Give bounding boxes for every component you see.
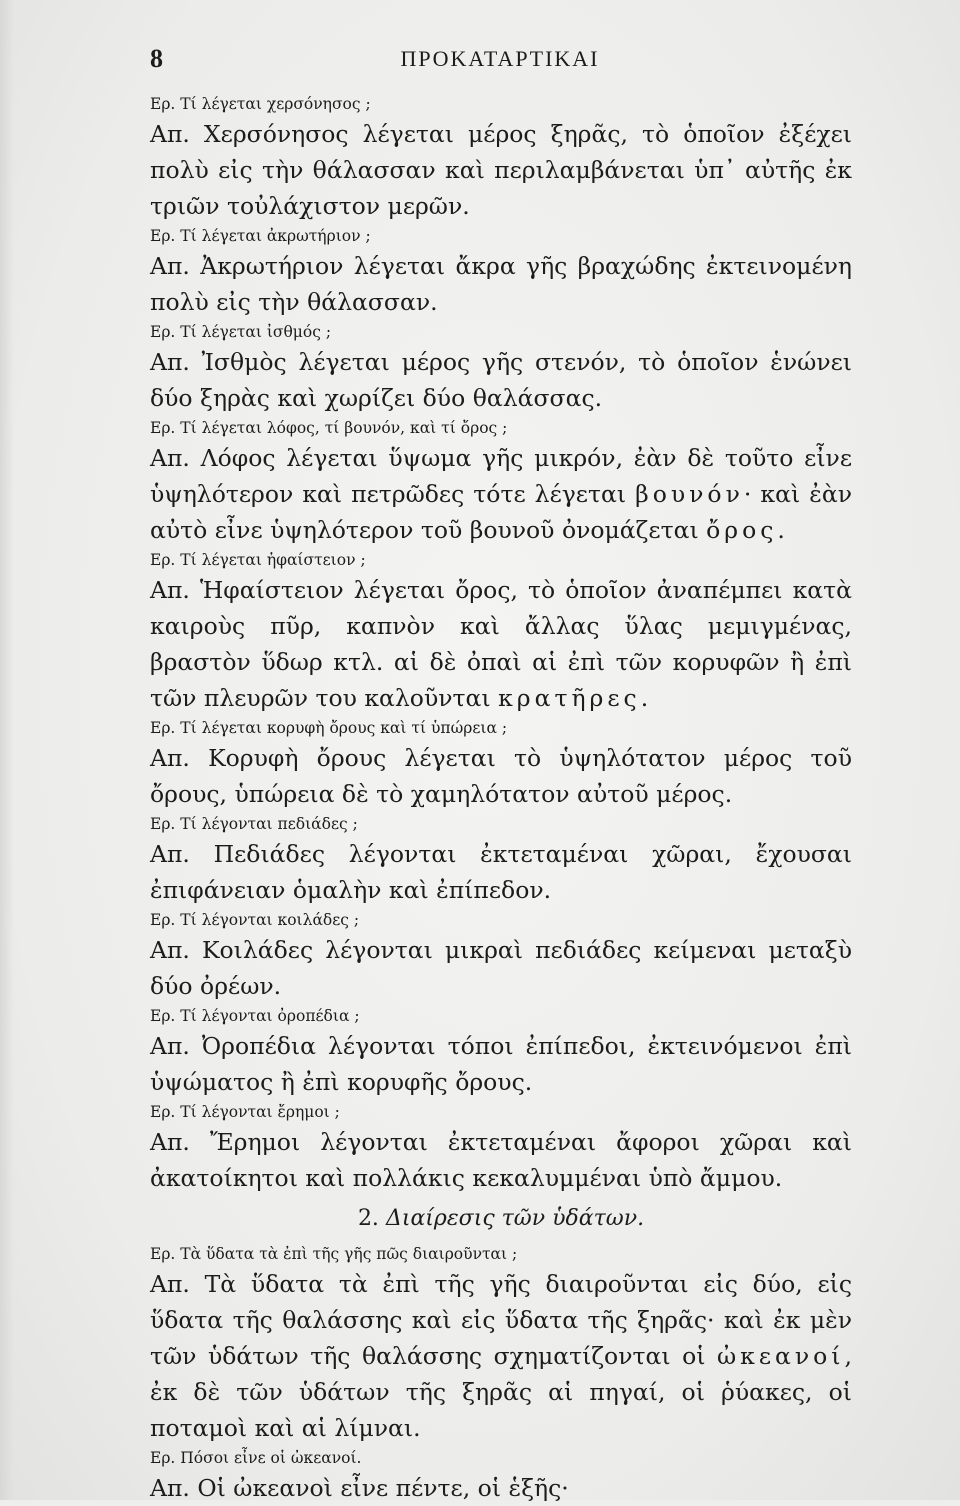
spaced-term-bounon: βουνόν — [635, 480, 744, 508]
question-line: Ερ. Τὰ ὕδατα τὰ ἐπὶ τῆς γῆς πῶς διαιροῦνται ; — [150, 1245, 518, 1263]
question-line: Ερ. Τί λέγονται ἔρημοι ; — [150, 1103, 340, 1121]
question-line: Ερ. Τί λέγονται ὀροπέδια ; — [150, 1007, 360, 1025]
answer-paragraph — [150, 440, 852, 548]
answer-paragraph: Απ. Οἱ ὠκεανοὶ εἶνε πέντε, οἱ ἑξῆς· — [150, 1474, 569, 1502]
page-edge-shadow — [0, 0, 14, 1500]
answer-text: Απ. Λόφος λέγεται ὕψωμα γῆς μικρόν, ἐὰν δὲ τοῦτο εἶνε ὑψηλότερον καὶ πετρῶδες τότε λέγεται — [150, 444, 852, 508]
spaced-term-oros: ὄρος — [706, 516, 778, 544]
question-line: Ερ. Τί λέγονται πεδιάδες ; — [150, 815, 358, 833]
page-number: 8 — [150, 44, 163, 73]
answer-text: Απ. Ἡφαίστειον λέγεται ὄρος, τὸ ὁποῖον ἀναπέμπει κατὰ καιροὺς πῦρ, καπνὸν καὶ ἄλλας ὕλας μεμιγμένας, βραστὸν ὕδωρ κτλ. αἱ δὲ ὀπαὶ αἱ ἐπὶ τῶν κορυφῶν ἢ ἐπὶ τῶν πλευρῶν του καλοῦνται — [150, 576, 852, 712]
section-number: 2. — [357, 1206, 379, 1231]
question-line: Ερ. Τί λέγεται ἡφαίστειον ; — [150, 551, 366, 569]
spaced-term-krateres: κρατῆρες — [498, 684, 641, 712]
answer-paragraph — [150, 1266, 852, 1446]
question-line: Ερ. Τί λέγεται λόφος, τί βουνόν, καὶ τί ὄρος ; — [150, 419, 508, 437]
running-head: ΠΡΟΚΑΤΑΡΤΙΚΑΙ — [400, 46, 600, 71]
answer-paragraph: Απ. Πεδιάδες λέγονται ἐκτεταμέναι χῶραι, ἔχουσαι ἐπιφάνειαν ὁμαλὴν καὶ ἐπίπεδον. — [150, 840, 852, 904]
question-line: Ερ. Τί λέγεται ἀκρωτήριον ; — [150, 227, 371, 245]
answer-text: . — [777, 516, 785, 544]
question-line: Ερ. Τί λέγεται ἰσθμός ; — [150, 323, 332, 341]
answer-text: Απ. Τὰ ὕδατα τὰ ἐπὶ τῆς γῆς διαιροῦνται εἰς δύο, εἰς ὕδατα τῆς θαλάσσης καὶ εἰς ὕδατα τῆς ξηρᾶς· καὶ ἐκ μὲν τῶν ὑδάτων τῆς θαλάσσης σχηματίζονται οἱ — [150, 1270, 852, 1370]
answer-paragraph: Απ. Ἰσθμὸς λέγεται μέρος γῆς στενόν, τὸ ὁποῖον ἑνώνει δύο ξηρὰς καὶ χωρίζει δύο θαλάσσας. — [150, 348, 852, 412]
answer-text: , ἐκ δὲ τῶν ὑδάτων τῆς ξηρᾶς αἱ πηγαί, οἱ ῥύακες, οἱ ποταμοὶ καὶ αἱ λίμναι. — [150, 1342, 852, 1442]
answer-text: · καὶ ἐὰν αὐτὸ εἶνε ὑψηλότερον τοῦ βουνοῦ ὀνομάζεται — [150, 480, 852, 544]
answer-paragraph: Απ. Κορυφὴ ὄρους λέγεται τὸ ὑψηλότατον μέρος τοῦ ὄρους, ὑπώρεια δὲ τὸ χαμηλότατον αὐτοῦ μέρος. — [150, 744, 852, 808]
answer-paragraph: Απ. Χερσόνησος λέγεται μέρος ξηρᾶς, τὸ ὁποῖον ἐξέχει πολὺ εἰς τὴν θάλασσαν καὶ περιλαμβάνεται ὑπ᾽ αὐτῆς ἐκ τριῶν τοὐλάχιστον μερῶν. — [150, 120, 852, 220]
section-title: Διαίρεσις τῶν ὑδάτων. — [385, 1206, 645, 1231]
section-heading — [150, 1196, 852, 1242]
spaced-term-okeanoi: ὠκεανοί — [716, 1342, 845, 1370]
answer-paragraph: Απ. Ὀροπέδια λέγονται τόποι ἐπίπεδοι, ἐκτεινόμενοι ἐπὶ ὑψώματος ἢ ἐπὶ κορυφῆς ὄρους. — [150, 1032, 852, 1096]
answer-paragraph: Απ. Ἔρημοι λέγονται ἐκτεταμέναι ἄφοροι χῶραι καὶ ἀκατοίκητοι καὶ πολλάκις κεκαλυμμέναι ὑπὸ ἄμμου. — [150, 1128, 852, 1192]
answer-paragraph: Απ. Ἀκρωτήριον λέγεται ἄκρα γῆς βραχώδης ἐκτεινομένη πολὺ εἰς τὴν θάλασσαν. — [150, 252, 852, 316]
question-line: Ερ. Πόσοι εἶνε οἱ ὠκεανοί. — [150, 1449, 362, 1467]
question-line: Ερ. Τί λέγεται χερσόνησος ; — [150, 95, 371, 113]
answer-paragraph: Απ. Κοιλάδες λέγονται μικραὶ πεδιάδες κείμεναι μεταξὺ δύο ὀρέων. — [150, 936, 852, 1000]
page-header — [150, 40, 850, 80]
question-line: Ερ. Τί λέγεται κορυφὴ ὄρους καὶ τί ὑπώρεια ; — [150, 719, 508, 737]
question-line: Ερ. Τί λέγονται κοιλάδες ; — [150, 911, 360, 929]
page-body — [150, 92, 852, 1506]
answer-text: . — [640, 684, 649, 712]
answer-paragraph — [150, 572, 852, 716]
